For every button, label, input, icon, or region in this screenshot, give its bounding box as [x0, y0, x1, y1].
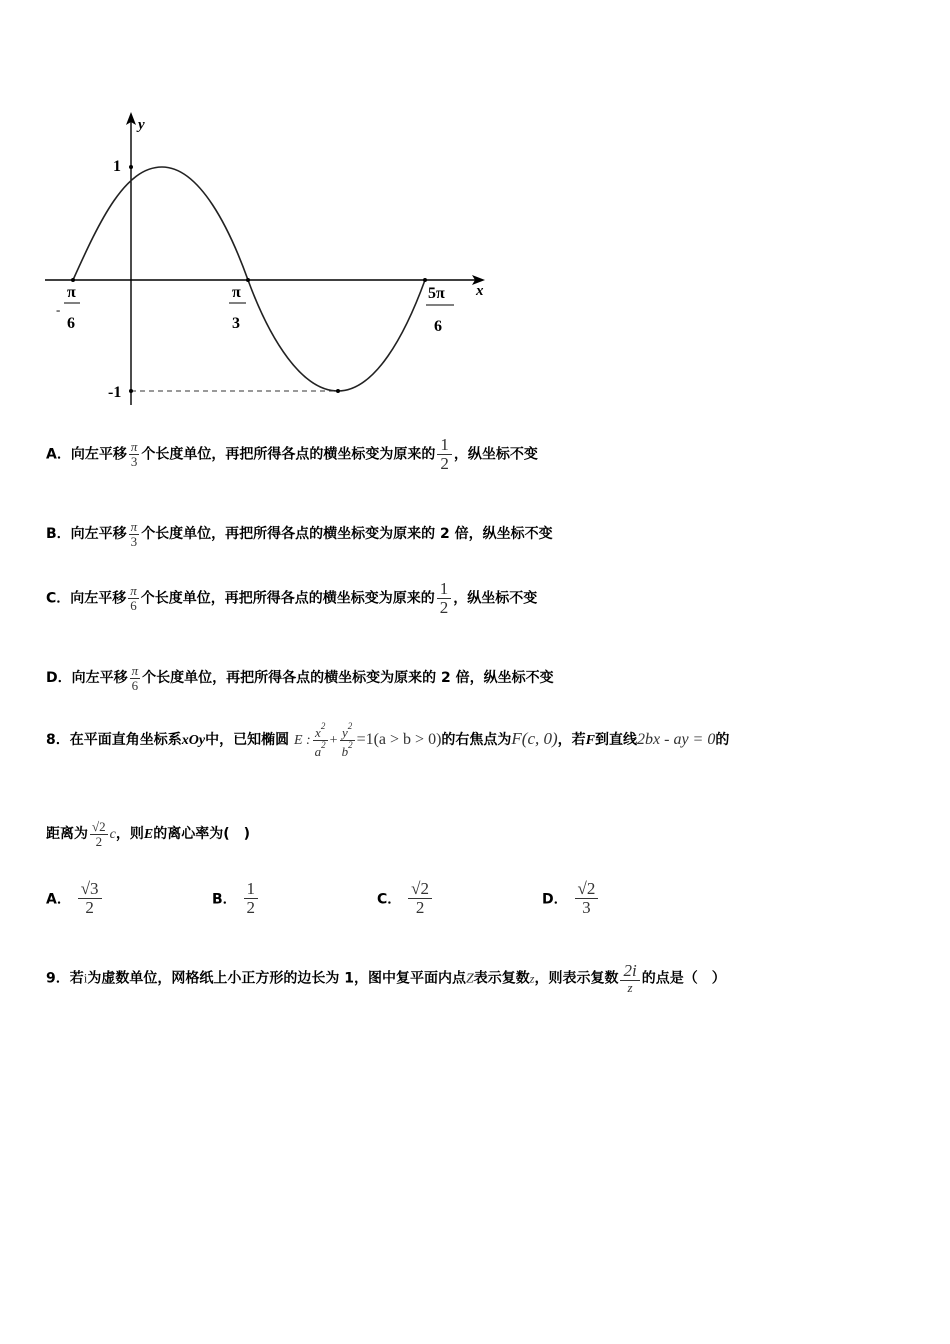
- line-equation: 2bx - ay = 0: [637, 731, 716, 749]
- option-label: D．: [46, 670, 72, 687]
- letter-f: F: [585, 733, 596, 749]
- stem-text: 中，已知椭圆: [205, 732, 290, 749]
- letter-c: c: [109, 827, 116, 843]
- fraction: [437, 436, 452, 473]
- x-tick-mid-num: π: [232, 284, 241, 301]
- fraction-den: 2: [246, 897, 256, 917]
- fraction-num: 1: [437, 580, 452, 599]
- q7-option-d[interactable]: [46, 664, 554, 692]
- stem-text: 距离为: [46, 826, 88, 843]
- axis-y-label: y: [138, 117, 145, 133]
- letter-e: E: [143, 827, 154, 843]
- fraction-num: π: [130, 583, 137, 599]
- fraction-num: π: [130, 439, 138, 455]
- x-tick-right-den: 6: [434, 318, 442, 335]
- stem-text: 的离心率为( ): [153, 826, 250, 843]
- q7-option-b[interactable]: [46, 520, 553, 548]
- option-fraction: [244, 880, 259, 917]
- option-text: 个长度单位，再把所得各点的横坐标变为原来的: [140, 590, 435, 607]
- fraction-den: 3: [130, 533, 138, 549]
- frac-y: y: [341, 725, 348, 740]
- q8-option-b[interactable]: [212, 880, 260, 917]
- q8-option-a[interactable]: [46, 880, 104, 917]
- option-text: 向左平移: [70, 590, 127, 607]
- q7-option-a[interactable]: [46, 436, 538, 473]
- fraction-y2-b2: [340, 722, 355, 758]
- frac-a: a: [314, 743, 322, 759]
- option-label: A．: [46, 446, 71, 463]
- stem-text: ，则表示复数: [534, 970, 619, 987]
- ellipse-label: E :: [293, 733, 311, 749]
- option-label: C．: [377, 891, 402, 908]
- fraction-den: 2: [85, 897, 94, 917]
- fraction: [129, 440, 140, 468]
- complex-z: z: [529, 971, 535, 986]
- stem-text: ，则: [115, 826, 144, 843]
- option-label: A．: [46, 891, 71, 908]
- option-text: 向左平移: [70, 446, 127, 463]
- y-tick-bottom: -1: [108, 384, 122, 401]
- coord-system: xOy: [181, 733, 206, 749]
- point-min: [336, 389, 340, 393]
- y-tick-top: 1: [113, 158, 121, 175]
- focus-point: F(c, 0): [511, 729, 558, 749]
- q8-stem-line2: [46, 820, 250, 848]
- stem-text: 为虚数单位，网格纸上小正方形的边长为 1，图中复平面内点: [87, 970, 466, 987]
- stem-text: 8．在平面直角坐标系: [46, 732, 182, 749]
- fraction-den: 3: [582, 897, 591, 917]
- q9-stem: [46, 962, 726, 994]
- fraction-num: 1: [244, 880, 259, 899]
- x-tick-right-num: 5π: [428, 285, 445, 302]
- fraction-num: √3: [78, 880, 102, 899]
- plus-sign: +: [329, 733, 338, 749]
- option-text: ，纵坐标不变: [453, 590, 538, 607]
- option-fraction: [575, 880, 599, 917]
- sup: 2: [320, 721, 326, 731]
- point-left-zero: [71, 278, 75, 282]
- sup: 2: [348, 739, 353, 750]
- fraction-den: 3: [130, 453, 138, 469]
- option-text: 向左平移: [71, 670, 128, 687]
- fraction: [437, 580, 452, 617]
- stem-text: ，若: [557, 732, 586, 749]
- fraction-den: 6: [130, 597, 137, 613]
- q8-stem-line1: [46, 722, 729, 758]
- fraction-2i-z: [620, 962, 639, 994]
- sine-graph: [40, 110, 500, 410]
- option-label: D．: [542, 891, 568, 908]
- option-text: ，纵坐标不变: [453, 446, 538, 463]
- stem-text: 到直线: [595, 732, 638, 749]
- fraction-num: 1: [437, 436, 452, 455]
- option-text: 个长度单位，再把所得各点的横坐标变为原来的 2 倍，纵坐标不变: [141, 526, 553, 543]
- fraction-num: π: [131, 663, 139, 678]
- frac-b: b: [341, 743, 349, 759]
- fraction-num: π: [130, 519, 138, 534]
- fraction-num: √2: [575, 880, 599, 899]
- x-tick-left-sign: -: [56, 302, 61, 317]
- fraction-den: 2: [440, 453, 449, 473]
- point-y-bottom: [129, 389, 133, 393]
- stem-text: 表示复数: [473, 970, 530, 987]
- point-right-zero: [423, 278, 427, 282]
- point-y-top: [129, 165, 133, 169]
- option-label: C．: [46, 590, 71, 607]
- option-text: 个长度单位，再把所得各点的横坐标变为原来的: [141, 446, 436, 463]
- option-label: B．: [212, 891, 237, 908]
- fraction-x2-a2: [313, 722, 328, 758]
- fraction: [129, 520, 140, 548]
- fraction-num: √2: [92, 819, 106, 834]
- sup: 2: [321, 739, 326, 750]
- x-tick-left-den: 6: [67, 315, 75, 332]
- sup: 2: [347, 721, 353, 731]
- imaginary-unit: i: [83, 970, 88, 986]
- fraction: [128, 584, 139, 612]
- fraction-den: 2: [95, 833, 103, 849]
- x-tick-mid-den: 3: [232, 315, 240, 332]
- axis-x-label: x: [476, 283, 484, 299]
- point-mid-zero: [246, 278, 250, 282]
- option-fraction: [78, 880, 102, 917]
- point-z: Z: [466, 971, 474, 987]
- option-text: 个长度单位，再把所得各点的横坐标变为原来的 2 倍，纵坐标不变: [142, 670, 554, 687]
- fraction-den: 2: [415, 897, 425, 917]
- stem-text: 的点是（ ）: [641, 970, 726, 987]
- stem-text: 9．若: [46, 970, 84, 987]
- frac-x: x: [315, 725, 321, 740]
- x-tick-left-num: π: [67, 284, 76, 301]
- q7-option-c[interactable]: [46, 580, 537, 617]
- distance-fraction: [90, 820, 108, 848]
- fraction-den: 6: [131, 677, 139, 693]
- stem-text: 的: [715, 732, 730, 749]
- ellipse-condition: =1(a > b > 0): [356, 731, 442, 749]
- fraction-den: 2: [439, 597, 449, 617]
- fraction: [130, 664, 141, 692]
- option-fraction: [408, 880, 432, 917]
- stem-text: 的右焦点为: [441, 732, 512, 749]
- q8-option-d[interactable]: [542, 880, 600, 917]
- fraction-num: √2: [408, 880, 432, 899]
- q8-option-c[interactable]: [377, 880, 434, 917]
- option-text: 向左平移: [70, 526, 127, 543]
- option-label: B．: [46, 526, 71, 543]
- fraction-num: 2i: [620, 962, 639, 981]
- fraction-den: z: [627, 979, 633, 995]
